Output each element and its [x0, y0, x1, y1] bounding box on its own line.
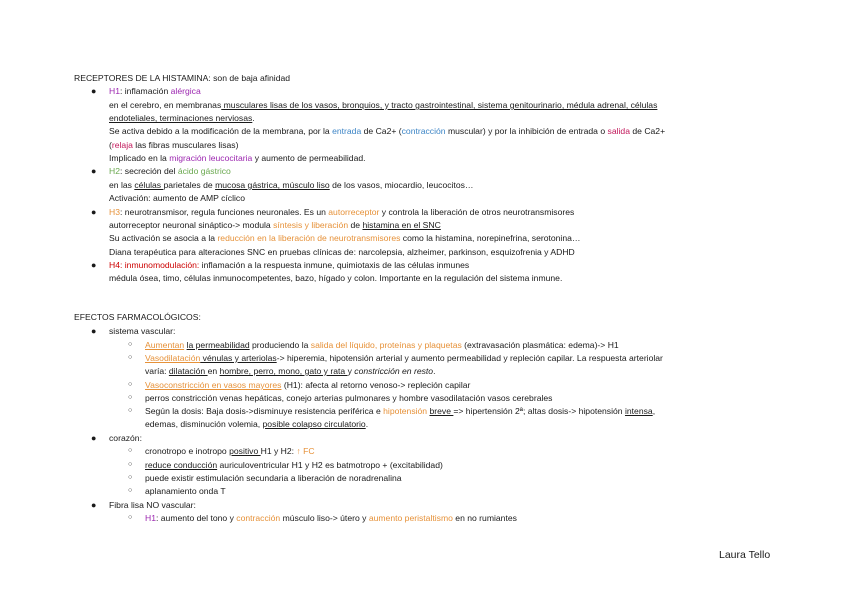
corazon-item-3: puede existir estimulación secundaria a liberación de noradrenalina [145, 473, 402, 483]
author-footer: Laura Tello [719, 549, 771, 561]
bullet-h2: ● [91, 166, 97, 176]
h3-line-4: Diana terapéutica para alteraciones SNC en pruebas clínicas de: narcolepsia, alzheimer, parkinson, esquizofrenia y ADHD [109, 247, 575, 257]
bullet-corazon-4: ○ [128, 487, 133, 494]
h1-line-2: en el cerebro, en membranas musculares lisas de los vasos, bronquios, y tracto gastrointestinal, sistema genitourinario, médula adrenal, células [109, 100, 658, 110]
bullet-fibra-1: ○ [128, 514, 133, 521]
vascular-item-3: Vasoconstricción en vasos mayores (H1): afecta al retorno venoso-> repleción capilar [145, 380, 471, 390]
bullet-corazon-2: ○ [128, 461, 133, 468]
corazon-label: corazón: [109, 433, 142, 443]
fibra-item-1: H1: aumento del tono y contracción músculo liso-> útero y aumento peristaltismo en no rumiantes [145, 513, 517, 523]
h3-line-3: Su activación se asocia a la reducción en la liberación de neurotransmisores como la histamina, norepinefrina, serotonina… [109, 233, 581, 243]
bullet-fibra: ● [91, 500, 97, 510]
bullet-h3: ● [91, 207, 97, 217]
h1-line-1: H1: inflamación alérgica [109, 86, 201, 96]
corazon-item-1: cronotropo e inotropo positivo H1 y H2: ↑ FC [145, 446, 315, 456]
vascular-label: sistema vascular: [109, 326, 176, 336]
h2-line-1: H2: secreción del ácido gástrico [109, 166, 231, 176]
bullet-h4: ● [91, 260, 97, 270]
bullet-vascular-1: ○ [128, 341, 133, 348]
vascular-item-2: Vasodilatación vénulas y arteriolas-> hiperemia, hipotensión arterial y aumento permeabilidad y repleción capilar. La respuesta arteriolar [145, 353, 663, 363]
bullet-corazon: ● [91, 433, 97, 443]
corazon-item-4: aplanamiento onda T [145, 486, 226, 496]
h2-line-2: en las células parietales de mucosa gástrica, músculo liso de los vasos, miocardio, leucocitos… [109, 180, 474, 190]
h1-line-4: Se activa debido a la modificación de la membrana, por la entrada de Ca2+ (contracción muscular) y por la inhibición de entrada o salida de Ca2+ [109, 126, 666, 136]
efectos-heading: EFECTOS FARMACOLÓGICOS: [74, 312, 201, 322]
bullet-h1: ● [91, 86, 97, 96]
h1-line-3: endoteliales, terminaciones nerviosas. [109, 113, 255, 123]
bullet-vascular: ● [91, 326, 97, 336]
receptores-heading: RECEPTORES DE LA HISTAMINA: son de baja afinidad [74, 73, 291, 83]
bullet-vascular-4: ○ [128, 394, 133, 401]
bullet-corazon-1: ○ [128, 447, 133, 454]
h1-line-6: Implicado en la migración leucocitaria y aumento de permeabilidad. [109, 153, 366, 163]
h4-line-1: H4: inmunomodulación: inflamación a la respuesta inmune, quimiotaxis de las células inmunes [109, 260, 470, 270]
fibra-label: Fibra lisa NO vascular: [109, 500, 196, 510]
vascular-item-4: perros constricción venas hepáticas, conejo arterias pulmonares y hombre vasodilatación vasos cerebrales [145, 393, 553, 403]
bullet-corazon-3: ○ [128, 474, 133, 481]
bullet-vascular-5: ○ [128, 407, 133, 414]
vascular-item-1: Aumentan la permeabilidad produciendo la salida del líquido, proteínas y plaquetas (extravasación plasmática: edema)-> H1 [145, 340, 619, 350]
h2-line-3: Activación: aumento de AMP cíclico [109, 193, 245, 203]
h1-line-5: (relaja las fibras musculares lisas) [109, 140, 239, 150]
vascular-item-5: Según la dosis: Baja dosis->disminuye resistencia periférica e hipotensión breve => hipertensión 2ª; altas dosis-> hipotensión intensa, [145, 406, 656, 416]
corazon-item-2: reduce conducción auriculoventricular H1 y H2 es batmotropo + (excitabilidad) [145, 460, 443, 470]
bullet-vascular-3: ○ [128, 381, 133, 388]
vascular-item-2-cont: varía: dilatación en hombre, perro, mono, gato y rata y constricción en resto. [145, 366, 436, 376]
h4-line-2: médula ósea, timo, células inmunocompetentes, bazo, hígado y colon. Importante en la regulación del sistema inmune. [109, 273, 563, 283]
bullet-vascular-2: ○ [128, 354, 133, 361]
vascular-item-5-cont: edemas, disminución volemia, posible colapso circulatorio. [145, 419, 369, 429]
h3-line-2: autorreceptor neuronal sináptico-> modula síntesis y liberación de histamina en el SNC [109, 220, 441, 230]
h3-line-1: H3: neurotransmisor, regula funciones neuronales. Es un autorreceptor y controla la liberación de otros neurotransmisores [109, 207, 575, 217]
